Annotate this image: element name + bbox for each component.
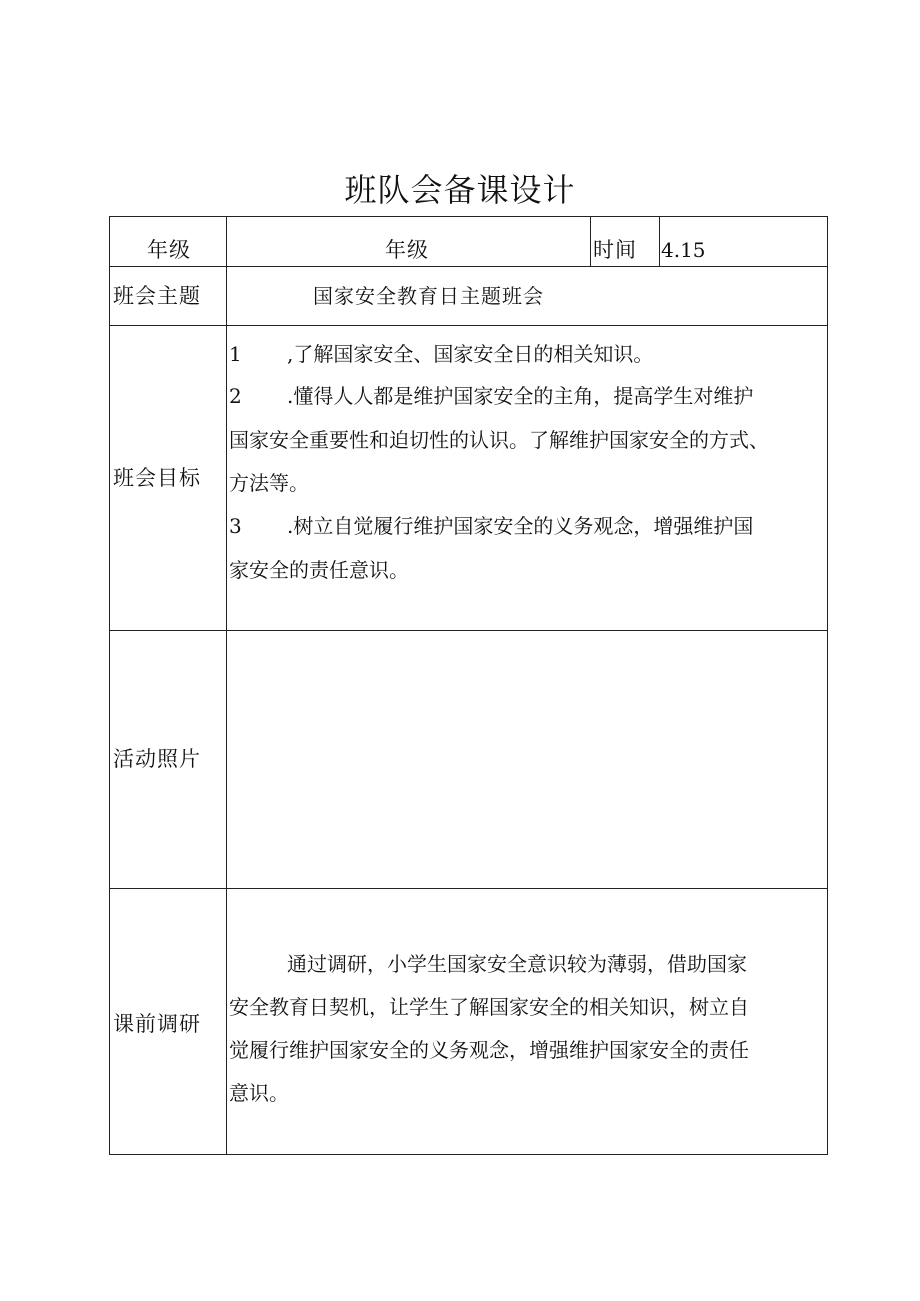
goal-line [229, 556, 409, 584]
goal-line [229, 469, 309, 497]
row-divider [109, 888, 828, 889]
page-title: 班队会备课设计 [344, 171, 576, 209]
theme-label: 班会主题 [113, 284, 201, 308]
lesson-plan-table [109, 216, 828, 1155]
table-border-left [109, 216, 110, 1155]
goal-text: 方法等。 [229, 471, 309, 495]
goal-text: 国家安全重要性和迫切性的认识。了解维护国家安全的方式、 [229, 428, 769, 452]
research-label: 课前调研 [113, 1012, 201, 1036]
table-border-right [827, 216, 828, 1155]
time-value: 4.15 [661, 238, 706, 262]
goal-line [229, 382, 753, 410]
goal-number: 1 [229, 342, 242, 366]
goal-text: .树立自觉履行维护国家安全的义务观念，增强维护国 [287, 514, 754, 538]
goal-text: ,了解国家安全、国家安全日的相关知识。 [287, 342, 654, 366]
goal-line [229, 512, 753, 540]
photos-label: 活动照片 [113, 747, 201, 771]
table-border-top [109, 216, 828, 217]
goal-number: 3 [229, 514, 242, 538]
goal-line [229, 426, 769, 454]
row-divider [109, 325, 828, 326]
grade-value: 年级 [385, 238, 429, 262]
time-label: 时间 [593, 238, 637, 262]
time-column-divider [590, 216, 591, 266]
photo-area [227, 631, 827, 888]
goal-text: 家安全的责任意识。 [229, 558, 409, 582]
goal-number: 2 [229, 384, 242, 408]
research-line: 安全教育日契机，让学生了解国家安全的相关知识，树立自 [229, 995, 749, 1019]
research-line: 通过调研，小学生国家安全意识较为薄弱，借助国家 [287, 952, 747, 976]
row-divider [109, 266, 828, 267]
grade-label: 年级 [147, 238, 191, 262]
goal-line [229, 340, 653, 368]
goal-text: .懂得人人都是维护国家安全的主角，提高学生对维护 [287, 384, 754, 408]
theme-value: 国家安全教育日主题班会 [313, 284, 544, 308]
research-line: 意识。 [229, 1081, 289, 1105]
table-border-bottom [109, 1154, 828, 1155]
research-line: 觉履行维护国家安全的义务观念，增强维护国家安全的责任 [229, 1038, 749, 1062]
time-value-divider [659, 216, 660, 266]
goals-label: 班会目标 [113, 466, 201, 490]
